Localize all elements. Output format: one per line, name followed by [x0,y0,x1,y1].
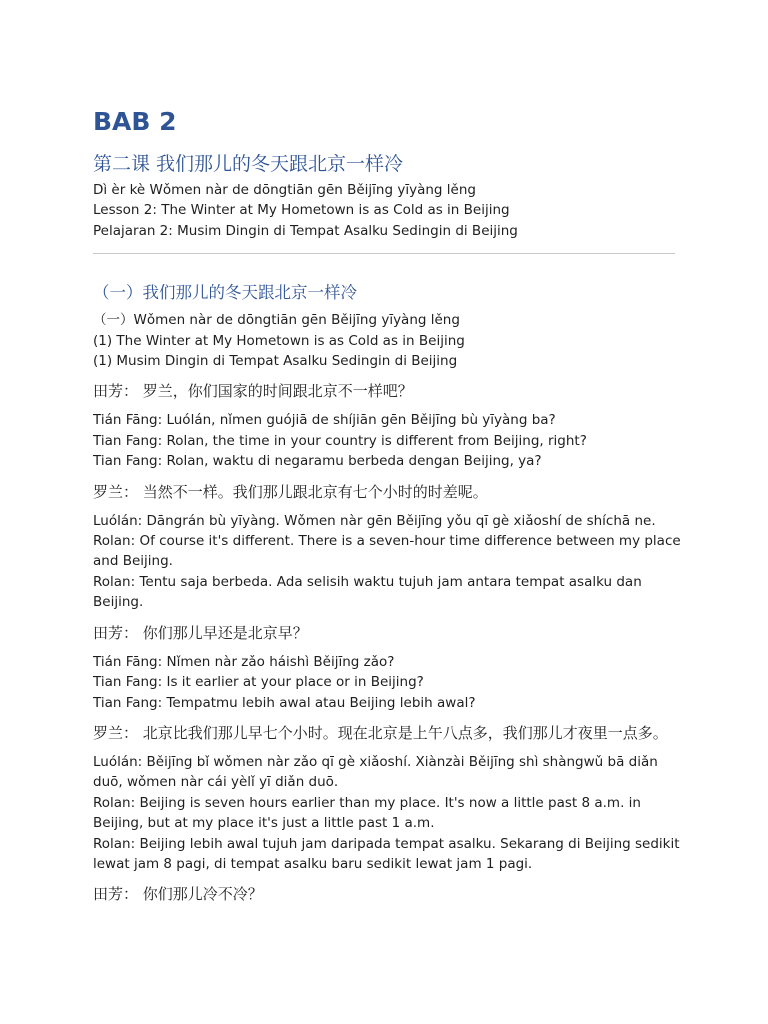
dialogue-english: Rolan: Of course it's different. There is a seven-hour time difference between my place and Beijing. [93,533,681,570]
dialogue-block [93,883,683,905]
chapter-hanzi-title: 第二课 我们那儿的冬天跟北京一样冷 [93,153,404,175]
dialogue-block [93,622,683,713]
dialogue-english: Tian Fang: Is it earlier at your place or in Beijing? [93,674,424,691]
section-indonesian: (1) Musim Dingin di Tempat Asalku Sedingin di Beijing [93,353,458,370]
horizontal-divider [93,253,675,254]
section-pinyin: （一）Wǒmen nàr de dōngtiān gēn Běijīng yīyàng lěng [93,312,460,329]
dialogue-heading: 田芳： 罗兰，你们国家的时间跟北京不一样吧？ [93,382,413,401]
dialogue-indonesian: Tian Fang: Rolan, waktu di negaramu berbeda dengan Beijing, ya? [93,453,542,470]
document-content [93,104,683,913]
chapter-title: BAB 2 [93,107,177,136]
chapter-pinyin: Dì èr kè Wǒmen nàr de dōngtiān gēn Běijīng yīyàng lěng [93,182,476,198]
section-english: (1) The Winter at My Hometown is as Cold as in Beijing [93,332,465,349]
dialogue-pinyin: Luólán: Dāngrán bù yīyàng. Wǒmen nàr gēn Běijīng yǒu qī gè xiǎoshí de shíchā ne. [93,512,656,529]
dialogue-block [93,380,683,471]
dialogue-english: Tian Fang: Rolan, the time in your country is different from Beijing, right? [93,432,587,449]
dialogue-indonesian: Tian Fang: Tempatmu lebih awal atau Beijing lebih awal? [93,694,476,711]
dialogue-indonesian: Rolan: Beijing lebih awal tujuh jam daripada tempat asalku. Sekarang di Beijing sedikit lewat jam 8 pagi, di tempat asalku baru sedikit lewat jam 1 pagi. [93,835,680,872]
dialogue-heading: 田芳： 你们那儿早还是北京早？ [93,623,308,642]
dialogue-heading: 罗兰： 北京比我们那儿早七个小时。现在北京是上午八点多，我们那儿才夜里一点多。 [93,723,668,742]
chapter-english: Lesson 2: The Winter at My Hometown is as Cold as in Beijing [93,202,510,219]
dialogue-english: Rolan: Beijing is seven hours earlier than my place. It's now a little past 8 a.m. in Beijing, but at my place it's just a little past 1 a.m. [93,794,641,832]
dialogue-heading: 田芳： 你们那儿冷不冷？ [93,885,263,904]
chapter-indonesian: Pelajaran 2: Musim Dingin di Tempat Asalku Sedingin di Beijing [93,222,518,239]
dialogue-heading: 罗兰： 当然不一样。我们那儿跟北京有七个小时的时差呢。 [93,482,488,501]
dialogue-block [93,722,683,874]
dialogue-pinyin: Luólán: Běijīng bǐ wǒmen nàr zǎo qī gè xiǎoshí. Xiànzài Běijīng shì shàngwǔ bā diǎn duō, wǒmen nàr cái yèlǐ yī diǎn duō. [93,753,658,791]
dialogue-pinyin: Tián Fāng: Nǐmen nàr zǎo háishì Běijīng zǎo? [93,653,395,670]
section-title: （一）我们那儿的冬天跟北京一样冷 [93,283,357,303]
dialogue-block [93,481,683,613]
dialogue-indonesian: Rolan: Tentu saja berbeda. Ada selisih waktu tujuh jam antara tempat asalku dan Beijing. [93,573,642,611]
dialogue-pinyin: Tián Fāng: Luólán, nǐmen guójiā de shíjiān gēn Běijīng bù yīyàng ba? [93,412,556,429]
